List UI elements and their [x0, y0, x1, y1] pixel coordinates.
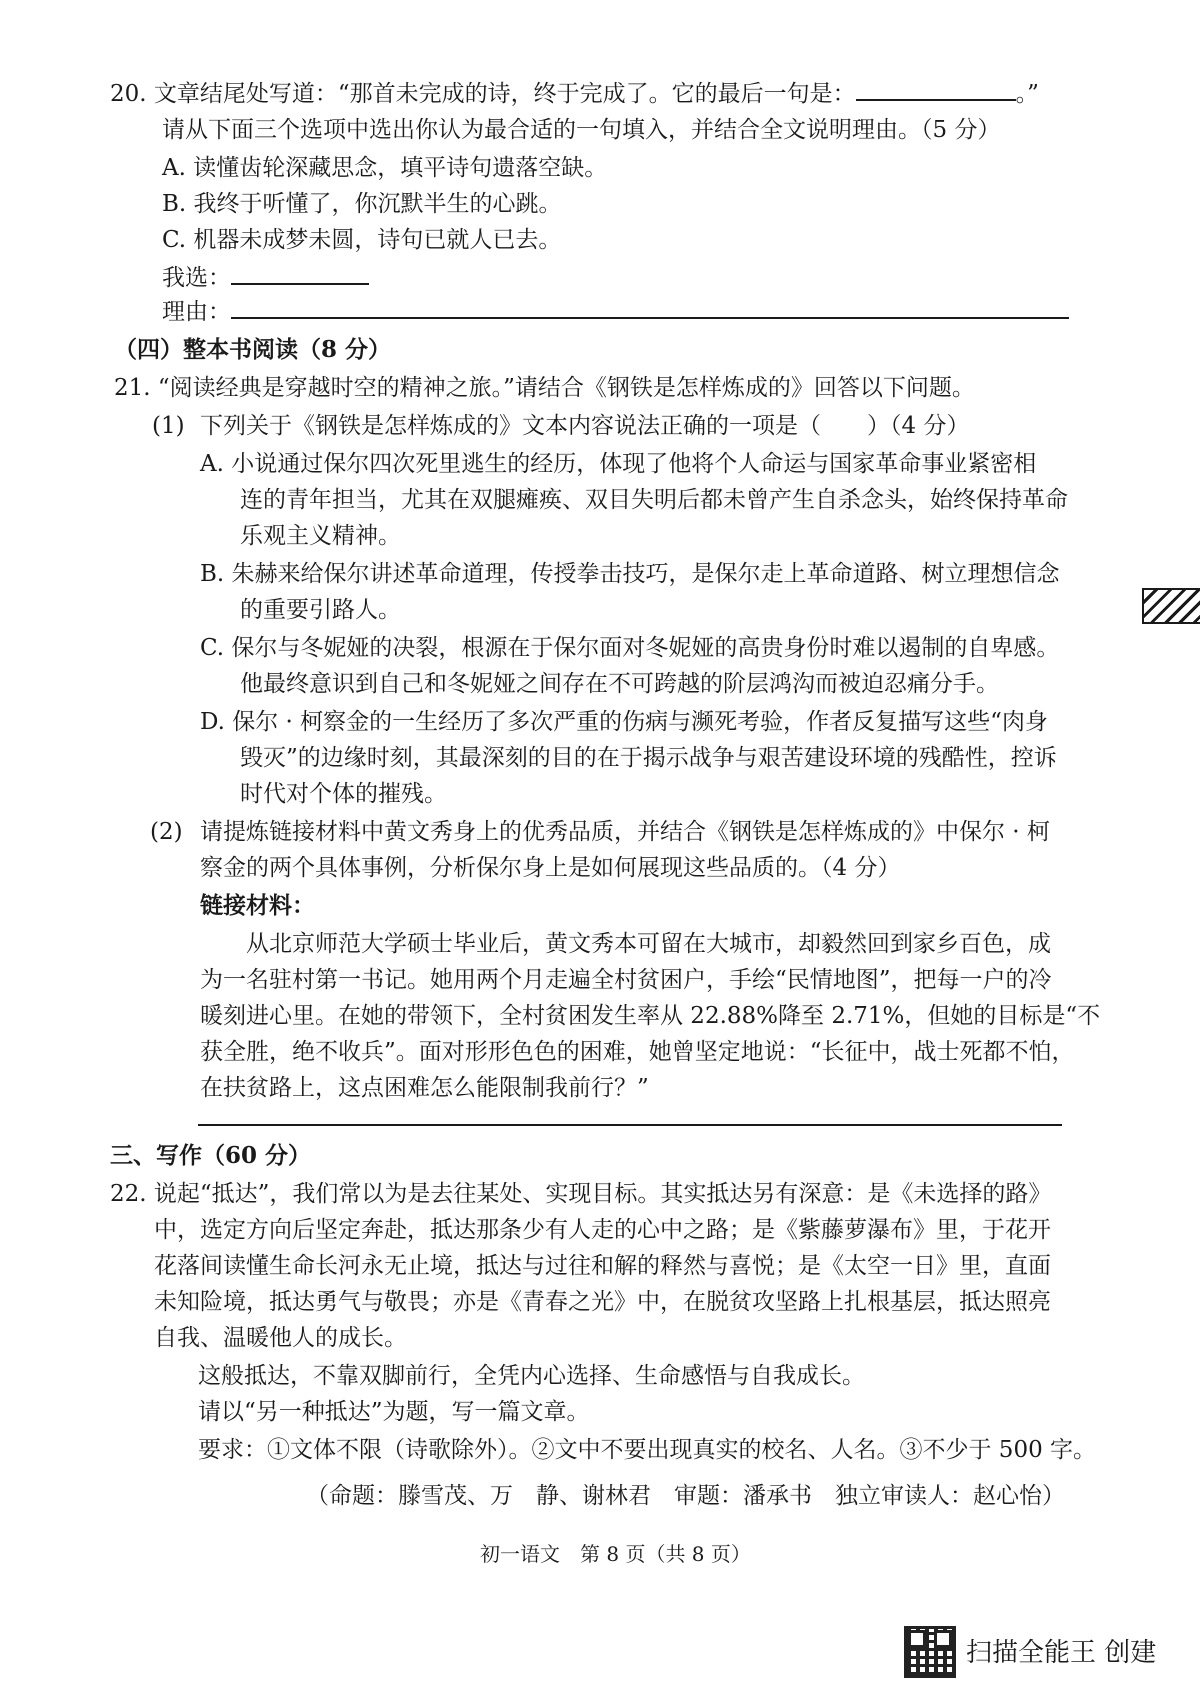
q20-reason-blank: [231, 295, 1069, 319]
scanner-watermark: 扫描全能王 创建: [966, 1638, 1157, 1668]
section-3-title: 三、写作（60 分）: [110, 1142, 312, 1169]
material-line-4: 获全胜，绝不收兵”。面对形形色色的困难，她曾坚定地说：“长征中，战士死都不怕，: [200, 1039, 1075, 1065]
q20-line1: [110, 76, 1039, 112]
q21-option-c-line1: C. 保尔与冬妮娅的决裂，根源在于保尔面对冬妮娅的高贵身份时难以遏制的自卑感。: [200, 635, 1060, 661]
q21-option-b-line1: B. 朱赫来给保尔讲述革命道理，传授拳击技巧，是保尔走上革命道路、树立理想信念: [200, 561, 1060, 587]
q21-option-c-line2: 他最终意识到自己和冬妮娅之间存在不可跨越的阶层鸿沟而被迫忍痛分手。: [240, 671, 999, 697]
q21-option-a-line2: 连的青年担当，尤其在双腿瘫痪、双目失明后都未曾产生自杀念头，始终保持革命: [240, 487, 1068, 513]
q22-para2: 这般抵达，不靠双脚前行，全凭内心选择、生命感悟与自我成长。: [198, 1363, 865, 1389]
q20-option-c: C. 机器未成梦未圆，诗句已就人已去。: [162, 227, 562, 253]
q20-option-b: B. 我终于听懂了，你沉默半生的心跳。: [162, 191, 562, 217]
q20-option-a: A. 读懂齿轮深藏思念，填平诗句遗落空缺。: [162, 155, 608, 181]
q22-line3: 花落间读懂生命长河永无止境，抵达与过往和解的释然与喜悦；是《太空一日》里，直面: [154, 1253, 1051, 1279]
q21-p2-number: (2): [150, 819, 183, 845]
hatched-mark-icon: [1142, 588, 1200, 624]
q20-line2: 请从下面三个选项中选出你认为最合适的一句填入，并结合全文说明理由。（5 分）: [162, 117, 1001, 143]
q20-choose-label: 我选：: [162, 265, 231, 291]
q21-option-b-line2: 的重要引路人。: [240, 597, 401, 623]
q20-reason-row: [162, 294, 1069, 330]
q21-p2-line2: 察金的两个具体事例，分析保尔身上是如何展现这些品质的。（4 分）: [200, 855, 901, 881]
q21-stem: 21. “阅读经典是穿越时空的精神之旅。”请结合《钢铁是怎样炼成的》回答以下问题。: [114, 375, 975, 401]
material-line-2: 为一名驻村第一书记。她用两个月走遍全村贫困户，手绘“民情地图”，把每一户的冷: [200, 967, 1052, 993]
q21-option-a-line3: 乐观主义精神。: [240, 523, 401, 549]
material-line-3: 暖刻进心里。在她的带领下，全村贫困发生率从 22.88%降至 2.71%，但她的目标是“不: [200, 1003, 1101, 1029]
q22-line4: 未知险境，抵达勇气与敬畏；亦是《青春之光》中，在脱贫攻坚路上扎根基层，抵达照亮: [154, 1289, 1051, 1315]
q20-stem-end: 。”: [1015, 81, 1039, 107]
q22-line1: 22. 说起“抵达”，我们常以为是去往某处、实现目标。其实抵达另有深意：是《未选择的路》: [110, 1181, 1052, 1207]
page-footer: 初一语文 第 8 页（共 8 页）: [480, 1542, 751, 1566]
credits: （命题：滕雪茂、万 静、谢林君 审题：潘承书 独立审读人：赵心怡）: [306, 1483, 1065, 1509]
q21-p1-number: (1): [152, 413, 185, 439]
q20-reason-label: 理由：: [162, 299, 231, 325]
q21-option-a-line1: A. 小说通过保尔四次死里逃生的经历，体现了他将个人命运与国家革命事业紧密相: [200, 451, 1037, 477]
q22-line2: 中，选定方向后坚定奔赴，抵达那条少有人走的心中之路；是《紫藤萝瀑布》里，于花开: [154, 1217, 1051, 1243]
q20-answer-blank: [856, 77, 1016, 101]
q22-para3: 请以“另一种抵达”为题，写一篇文章。: [198, 1399, 590, 1425]
q22-line5: 自我、温暖他人的成长。: [154, 1325, 407, 1351]
q22-requirements: 要求：①文体不限（诗歌除外）。②文中不要出现真实的校名、人名。③不少于 500 字。: [198, 1437, 1097, 1463]
q21-p2-line1: 请提炼链接材料中黄文秀身上的优秀品质，并结合《钢铁是怎样炼成的》中保尔 · 柯: [200, 819, 1050, 845]
q21-answer-line: [198, 1124, 1062, 1126]
q21-p1-text: 下列关于《钢铁是怎样炼成的》文本内容说法正确的一项是（ ）（4 分）: [200, 413, 970, 439]
section-4-title: （四）整本书阅读（8 分）: [114, 336, 392, 363]
material-line-1: 从北京师范大学硕士毕业后，黄文秀本可留在大城市，却毅然回到家乡百色，成: [246, 931, 1051, 957]
q20-choose-blank: [231, 261, 369, 285]
material-line-5: 在扶贫路上，这点困难怎么能限制我前行？”: [200, 1075, 649, 1101]
q20-stem-text: 20. 文章结尾处写道：“那首未完成的诗，终于完成了。它的最后一句是：: [110, 81, 856, 107]
q21-option-d-line3: 时代对个体的摧残。: [240, 781, 447, 807]
q21-option-d-line1: D. 保尔 · 柯察金的一生经历了多次严重的伤病与濒死考验，作者反复描写这些“肉身: [200, 709, 1048, 735]
qr-code-icon: [904, 1626, 956, 1678]
q21-option-d-line2: 毁灭”的边缘时刻，其最深刻的目的在于揭示战争与艰苦建设环境的残酷性，控诉: [240, 745, 1057, 771]
linked-material-title: 链接材料：: [200, 892, 315, 919]
q20-choose-row: [162, 260, 369, 296]
